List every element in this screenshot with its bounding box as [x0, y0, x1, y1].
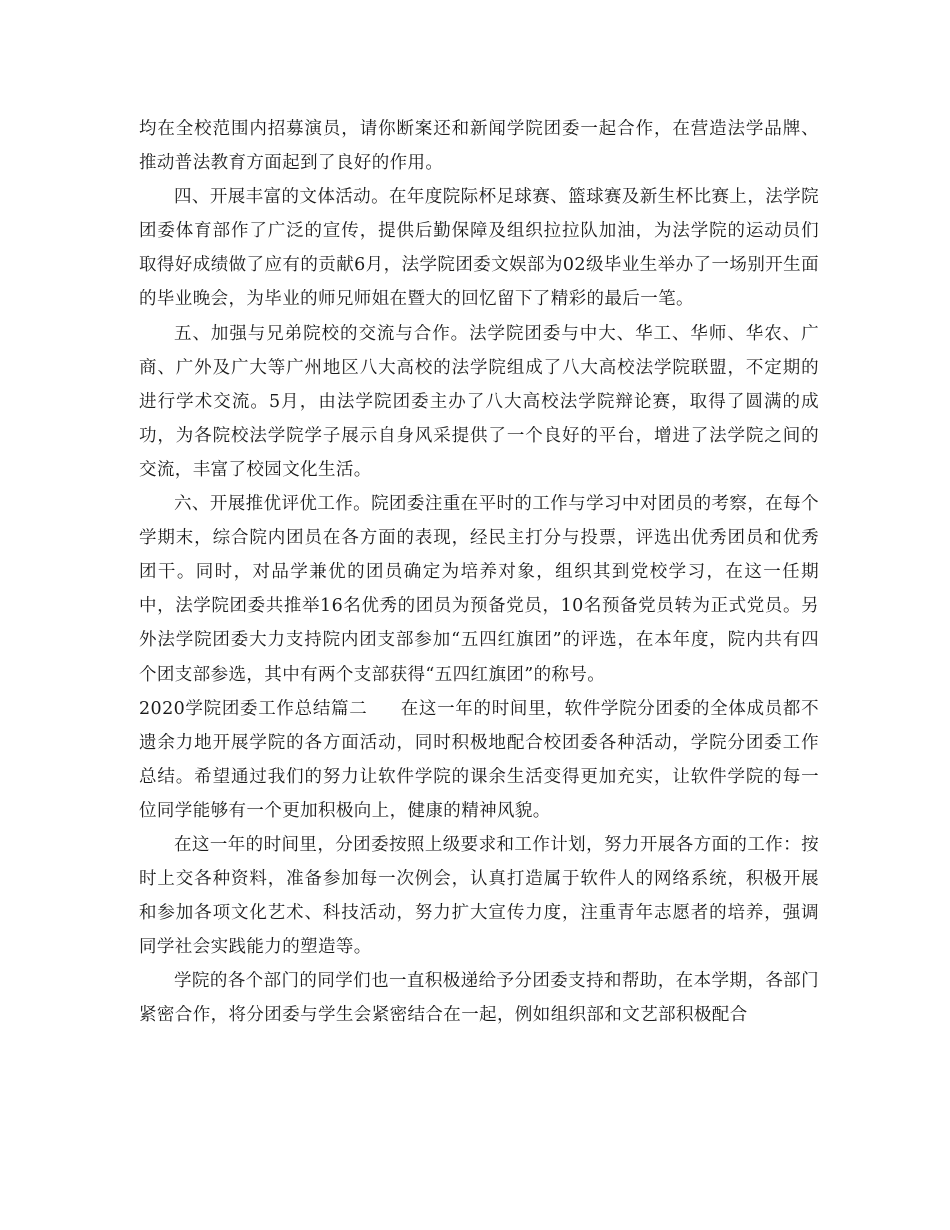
section-two-paragraph	[139, 692, 819, 828]
paragraph-work-plan: 在这一年的时间里，分团委按照上级要求和工作计划，努力开展各方面的工作：按时上交各种资料，准备参加每一次例会，认真打造属于软件人的网络系统，积极开展和参加各项文化艺术、科技活动，努力扩大宣传力度，注重青年志愿者的培养，强调同学社会实践能力的塑造等。	[139, 834, 819, 958]
document-body	[139, 112, 819, 1033]
section-intro: 在这一年的时间里，软件学院分团委的全体成员都不遗余力地开展学院的各方面活动，同时积极地配合校团委各种活动，学院分团委工作总结。希望通过我们的努力让软件学院的课余生活变得更加充实，让软件学院的每一位同学能够有一个更加积极向上，健康的精神风貌。	[139, 698, 819, 821]
paragraph-merit-selection: 六、开展推优评优工作。院团委注重在平时的工作与学习中对团员的考察，在每个学期末，综合院内团员在各方面的表现，经民主打分与投票，评选出优秀团员和优秀团干。同时，对品学兼优的团员确定为培养对象，组织其到党校学习，在这一任期中，法学院团委共推举16名优秀的团员为预备党员，10名预备党员转为正式党员。另外法学院团委大力支持院内团支部参加“五四红旗团”的评选，在本年度，院内共有四个团支部参选，其中有两个支部获得“五四红旗团”的称号。	[139, 494, 819, 685]
paragraph-inter-school-exchange: 五、加强与兄弟院校的交流与合作。法学院团委与中大、华工、华师、华农、广商、广外及广大等广州地区八大高校的法学院组成了八大高校法学院联盟，不定期的进行学术交流。5月，由法学院团委主办了八大高校法学院辩论赛，取得了圆满的成功，为各院校法学院学子展示自身风采提供了一个良好的平台，增进了法学院之间的交流，丰富了校园文化生活。	[139, 323, 819, 480]
section-heading: 2020学院团委工作总结篇二	[139, 698, 368, 719]
paragraph-sports-activities: 四、开展丰富的文体活动。在年度院际杯足球赛、篮球赛及新生杯比赛上，法学院团委体育部作了广泛的宣传，提供后勤保障及组织拉拉队加油，为法学院的运动员们取得好成绩做了应有的贡献6月，法学院团委文娱部为02级毕业生举办了一场别开生面的毕业晚会，为毕业的师兄师姐在暨大的回忆留下了精彩的最后一笔。	[139, 187, 819, 310]
paragraph-continuation: 均在全校范围内招募演员，请你断案还和新闻学院团委一起合作，在营造法学品牌、推动普法教育方面起到了良好的作用。	[139, 119, 819, 174]
paragraph-departments: 学院的各个部门的同学们也一直积极递给予分团委支持和帮助，在本学期，各部门紧密合作，将分团委与学生会紧密结合在一起，例如组织部和文艺部积极配合	[139, 971, 819, 1026]
